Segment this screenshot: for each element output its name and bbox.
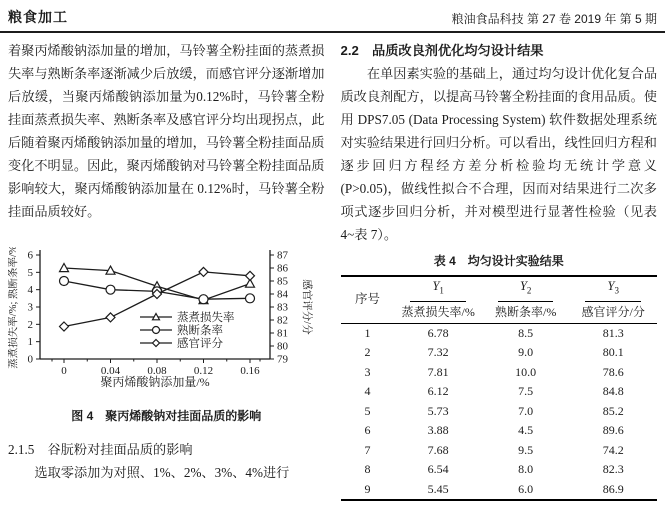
table-cell: 4 [364, 384, 371, 398]
svg-text:0: 0 [61, 365, 67, 377]
section-2-1-5-text: 选取零添加为对照、1%、2%、3%、4%进行 [34, 465, 290, 480]
table-col-group-y3: $Y_3$ [569, 276, 657, 302]
table-cell: 84.8 [602, 384, 624, 398]
table-cell: 8.5 [518, 325, 534, 340]
table-cell: 89.6 [602, 423, 624, 437]
table-cell: 8.0 [518, 462, 534, 476]
svg-text:86: 86 [277, 262, 289, 275]
table-cell: 2 [364, 345, 371, 359]
svg-text:4: 4 [27, 284, 34, 297]
svg-text:0.04: 0.04 [101, 365, 121, 377]
journal-issue-info: 粮油食品科技 第 27 卷 2019 年 第 5 期 [451, 12, 657, 26]
table-cell: 9.5 [518, 442, 534, 457]
table-cell: 7.0 [518, 403, 534, 418]
two-column-body [0, 33, 665, 501]
svg-text:83: 83 [277, 301, 289, 314]
table-cell: 9.0 [518, 345, 534, 359]
right-column [341, 39, 658, 501]
table-4-body [341, 323, 658, 500]
table-cell: 1 [364, 325, 371, 340]
table-cell: 8 [364, 462, 371, 476]
svg-text:聚丙烯酸钠添加量/%: 聚丙烯酸钠添加量/% [100, 375, 210, 389]
table-cell: 74.2 [602, 442, 624, 457]
svg-text:1: 1 [27, 336, 34, 349]
svg-text:3: 3 [27, 301, 34, 314]
figure-4-caption: 图 4 聚丙烯酸钠对挂面品质的影响 [71, 409, 262, 423]
running-header [0, 0, 665, 33]
journal-section-title: 粮食加工 [8, 9, 68, 25]
table-row [341, 441, 658, 461]
svg-text:2: 2 [27, 318, 34, 331]
svg-text:感官评分/分: 感官评分/分 [301, 279, 313, 335]
svg-text:0.08: 0.08 [147, 365, 167, 377]
table-cell: 7.32 [427, 345, 449, 359]
table-cell: 6.54 [427, 462, 449, 476]
table-cell: 3 [364, 364, 371, 379]
table-cell: 78.6 [602, 364, 624, 379]
table-cell: 5.45 [427, 481, 449, 496]
figure-4-chart [8, 247, 324, 399]
table-cell: 9 [364, 481, 371, 496]
svg-text:0.16: 0.16 [240, 365, 260, 377]
table-cell: 3.88 [427, 423, 449, 437]
table-col-label-y3: 感官评分/分 [569, 302, 657, 324]
table-cell: 5 [364, 403, 371, 418]
table-cell: 6.0 [518, 481, 534, 496]
table-row [341, 402, 658, 422]
figure-4 [8, 247, 325, 426]
table-cell: 6 [364, 423, 371, 437]
table-cell: 81.3 [602, 325, 624, 340]
table-cell: 5.73 [427, 403, 449, 418]
svg-text:82: 82 [277, 314, 289, 327]
table-row [341, 343, 658, 363]
svg-text:0.12: 0.12 [194, 365, 214, 377]
table-col-group-y2: $Y_2$ [482, 276, 570, 302]
table-4-head [341, 276, 658, 323]
section-heading-2-2: 2.2 品质改良剂优化均匀设计结果 [340, 43, 544, 58]
table-row [341, 480, 658, 501]
svg-text:79: 79 [277, 353, 289, 366]
table-row [341, 421, 658, 441]
legend-label: 熟断条率 [177, 325, 224, 337]
svg-text:84: 84 [277, 288, 289, 301]
legend-label: 蒸煮损失率 [177, 312, 235, 324]
svg-text:蒸煮损失率/%; 熟断条率/%: 蒸煮损失率/%; 熟断条率/% [8, 247, 20, 369]
table-cell: 7.68 [427, 442, 449, 457]
table-cell: 7.81 [427, 364, 449, 379]
table-row [341, 460, 658, 480]
legend-label: 感官评分 [177, 338, 224, 350]
left-column [8, 39, 325, 501]
svg-text:6: 6 [27, 249, 34, 262]
svg-text:5: 5 [27, 266, 34, 279]
svg-text:87: 87 [277, 249, 289, 262]
right-paragraph: 在单因素实验的基础上，通过均匀设计优化复合品质改良剂配方，以提高马铃薯全粉挂面的食用品质。使用 DPS7.05 (Data Processing System) 软件数据处理系统对实验结果进行回归分析。可以看出，线性回归方程和逐步回归方程经方差分析检验均无统计学意义 (P>0.05)，做线性拟合不合理，因而对结果进行二次多项式逐步回归分析，并对模型进行显著性检验（见表 4~表 7）。 [340, 66, 658, 242]
table-row [341, 323, 658, 343]
table-4-caption: 表 4 均匀设计实验结果 [433, 254, 564, 268]
table-cell: 82.3 [602, 462, 624, 476]
table-row [341, 363, 658, 383]
svg-text:81: 81 [277, 327, 289, 340]
table-4 [341, 275, 658, 501]
table-col-label-y1: 蒸煮损失率/% [394, 302, 482, 324]
table-cell: 6.78 [427, 325, 449, 340]
svg-text:0: 0 [27, 353, 34, 366]
table-col-index: 序号 [341, 276, 395, 323]
table-cell: 80.1 [602, 345, 624, 359]
left-paragraph: 着聚丙烯酸钠添加量的增加，马铃薯全粉挂面的蒸煮损失率与熟断条率逐渐减少后放缓，而感官评分逐渐增加后放缓，当聚丙烯酸钠添加量为0.12%时，马铃薯全粉挂面蒸煮损失率、熟断条率及感官评分均出现拐点，此后随着聚丙烯酸钠添加量的增加，马铃薯全粉挂面品质变化不明显。因此，聚丙烯酸钠对马铃薯全粉挂面品质影响较大，聚丙烯酸钠添加量在 0.12%时，马铃薯全粉挂面品质较好。 [8, 43, 325, 219]
table-cell: 6.12 [427, 384, 449, 398]
table-cell: 10.0 [515, 364, 537, 379]
table-4-group-row [341, 276, 658, 302]
table-cell: 7 [364, 442, 371, 457]
table-cell: 86.9 [602, 481, 624, 496]
table-cell: 4.5 [518, 423, 534, 437]
section-heading-2-1-5: 2.1.5 谷朊粉对挂面品质的影响 [8, 442, 193, 457]
table-col-group-y1: $Y_1$ [394, 276, 482, 302]
table-cell: 85.2 [602, 403, 624, 418]
table-col-label-y2: 熟断条率/% [482, 302, 570, 324]
svg-text:85: 85 [277, 275, 289, 288]
svg-text:80: 80 [277, 340, 289, 353]
table-cell: 7.5 [518, 384, 534, 398]
table-row [341, 382, 658, 402]
